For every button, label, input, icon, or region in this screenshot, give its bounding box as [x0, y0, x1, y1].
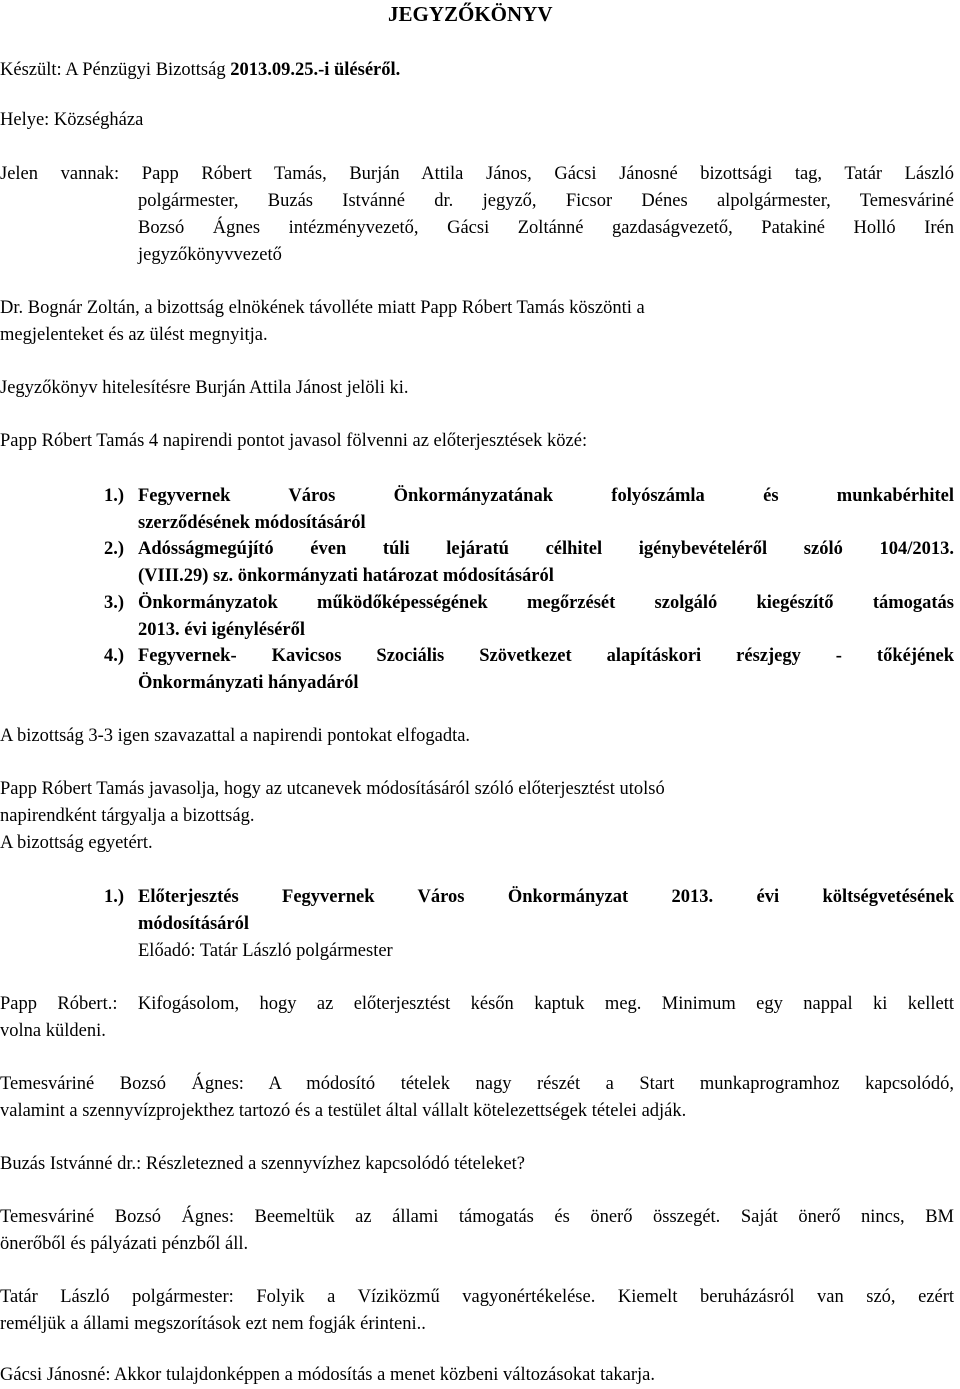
committee-agrees-line: A bizottság egyetért.	[0, 833, 153, 853]
discussion-4-line-2: önerőből és pályázati pénzből áll.	[0, 1234, 249, 1254]
agenda-accepted-line: A bizottság 3-3 igen szavazattal a napirendi pontokat elfogadta.	[0, 726, 471, 746]
agenda-item-4-line-1: Fegyvernek- Kavicsos Szociális Szövetkezet alapításkori részjegy - tőkéjének	[138, 646, 954, 666]
opening-line-2: megjelenteket és az ülést megnyitja.	[0, 325, 268, 345]
document-title: JEGYZŐKÖNYV	[388, 2, 553, 26]
discussion-2-line-2: valamint a szennyvízprojekthez tartozó és a testület által vállalt kötelezettségek tételei adják.	[0, 1101, 687, 1121]
authenticator-line: Jegyzőkönyv hitelesítésre Burján Attila Jánost jelöli ki.	[0, 378, 409, 398]
agenda-item-3-line-1: Önkormányzatok működőképességének megőrzését szolgáló kiegészítő támogatás	[138, 593, 954, 613]
proposal-line-2: napirendként tárgyalja a bizottság.	[0, 806, 255, 826]
discussion-6: Gácsi Jánosné: Akkor tulajdonképpen a módosítás a menet közbeni változásokat takarja.	[0, 1365, 656, 1385]
attendees-line-4: jegyzőkönyvvezető	[138, 245, 282, 265]
discussion-3: Buzás Istvánné dr.: Részletezned a szennyvízhez kapcsolódó tételeket?	[0, 1154, 525, 1174]
discussion-1-line-2: volna küldeni.	[0, 1021, 106, 1041]
prepared-label: Készült: A Pénzügyi Bizottság	[0, 60, 226, 80]
attendees-line-3: Bozsó Ágnes intézményvezető, Gácsi Zoltánné gazdaságvezető, Patakiné Holló Irén	[138, 218, 954, 238]
discussion-2-line-1: Temesváriné Bozsó Ágnes: A módosító tételek nagy részét a Start munkaprogramhoz kapcsolódó,	[0, 1074, 954, 1094]
item-1-title-line-2: módosításáról	[138, 914, 249, 934]
agenda-item-2-line-1: Adósságmegújító éven túli lejáratú célhitel igénybevételéről szóló 104/2013.	[138, 539, 954, 559]
prepared-line	[0, 58, 400, 82]
location-line: Helye: Községháza	[0, 110, 144, 130]
agenda-item-4-line-2: Önkormányzati hányadáról	[138, 673, 359, 693]
agenda-item-2-number: 2.)	[104, 539, 125, 559]
proposal-line-1: Papp Róbert Tamás javasolja, hogy az utcanevek módosításáról szóló előterjesztést utolsó	[0, 779, 665, 799]
item-1-number: 1.)	[104, 887, 125, 907]
agenda-proposal-line: Papp Róbert Tamás 4 napirendi pontot javasol fölvenni az előterjesztések közé:	[0, 431, 588, 451]
item-1-title-line-1: Előterjesztés Fegyvernek Város Önkormányzat 2013. évi költségvetésének	[138, 887, 954, 907]
discussion-1-line-1: Papp Róbert.: Kifogásolom, hogy az előterjesztést későn kaptuk meg. Minimum egy nappal ki kellett	[0, 994, 954, 1014]
item-1-presenter: Előadó: Tatár László polgármester	[138, 941, 393, 961]
discussion-5-line-2: reméljük a állami megszorítások ezt nem fogják érinteni..	[0, 1314, 426, 1334]
agenda-item-1-line-2: szerződésének módosításáról	[138, 513, 366, 533]
session-date: 2013.09.25.-i üléséről.	[230, 60, 401, 80]
attendees-line-2: polgármester, Buzás Istvánné dr. jegyző, Ficsor Dénes alpolgármester, Temesváriné	[138, 191, 954, 211]
agenda-item-1-line-1: Fegyvernek Város Önkormányzatának folyószámla és munkabérhitel	[138, 486, 954, 506]
attendees-line-1: Jelen vannak: Papp Róbert Tamás, Burján Attila János, Gácsi Jánosné bizottsági tag, Tatár László	[0, 164, 954, 184]
agenda-item-2-line-2: (VIII.29) sz. önkormányzati határozat módosításáról	[138, 566, 554, 586]
agenda-item-1-number: 1.)	[104, 486, 125, 506]
discussion-4-line-1: Temesváriné Bozsó Ágnes: Beemeltük az állami támogatás és önerő összegét. Saját önerő nincs, BM	[0, 1207, 954, 1227]
agenda-item-4-number: 4.)	[104, 646, 125, 666]
discussion-5-line-1: Tatár László polgármester: Folyik a Víziközmű vagyonértékelése. Kiemelt beruházásról van szó, ezért	[0, 1287, 954, 1307]
agenda-item-3-line-2: 2013. évi igényléséről	[138, 620, 305, 640]
opening-line-1: Dr. Bognár Zoltán, a bizottság elnökének távolléte miatt Papp Róbert Tamás köszönti a	[0, 298, 645, 318]
agenda-item-3-number: 3.)	[104, 593, 125, 613]
